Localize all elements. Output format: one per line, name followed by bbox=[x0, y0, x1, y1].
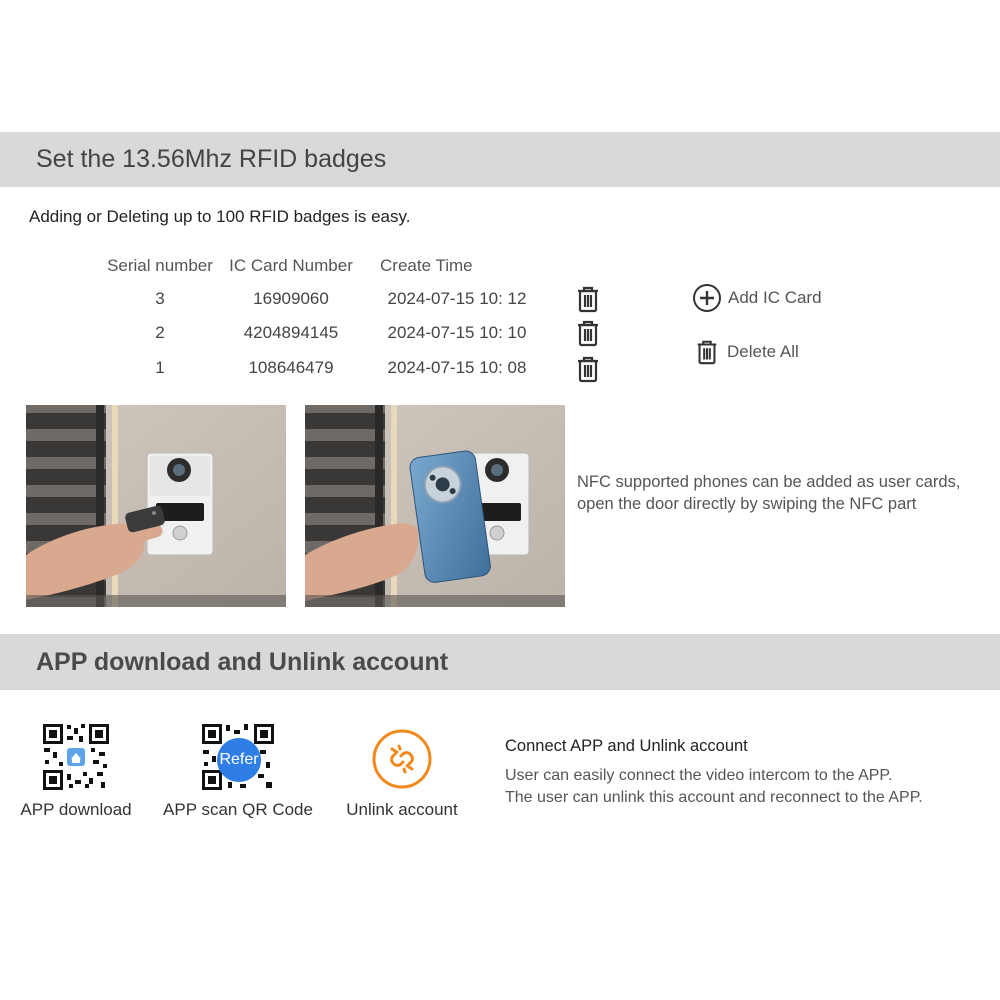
add-ic-card-button[interactable] bbox=[692, 283, 822, 313]
nfc-description-line1: NFC supported phones can be added as user cards, bbox=[577, 473, 961, 491]
delete-all-button[interactable] bbox=[693, 338, 799, 366]
section-title-app: APP download and Unlink account bbox=[36, 647, 449, 676]
add-ic-card-label: Add IC Card bbox=[728, 288, 822, 307]
refer-badge-label: Refer bbox=[219, 751, 259, 768]
rfid-intro-text: Adding or Deleting up to 100 RFID badges is easy. bbox=[29, 207, 411, 226]
trash-icon[interactable] bbox=[573, 318, 603, 348]
row-serial: 3 bbox=[155, 289, 165, 308]
row-serial: 1 bbox=[155, 358, 165, 377]
row-create-time: 2024-07-15 10: 10 bbox=[387, 323, 527, 342]
qr-code-icon[interactable] bbox=[41, 722, 111, 792]
header-serial-number: Serial number bbox=[107, 256, 213, 275]
connect-description-line2: The user can unlink this account and reconnect to the APP. bbox=[505, 789, 923, 806]
section-title-rfid: Set the 13.56Mhz RFID badges bbox=[36, 145, 387, 173]
row-create-time: 2024-07-15 10: 08 bbox=[387, 358, 527, 377]
header-create-time: Create Time bbox=[380, 256, 473, 275]
connect-title: Connect APP and Unlink account bbox=[505, 737, 748, 755]
nfc-description-line2: open the door directly by swiping the NFC part bbox=[577, 495, 917, 513]
header-ic-card-number: IC Card Number bbox=[229, 256, 353, 275]
photo-nfc-phone bbox=[305, 405, 565, 607]
section-header-rfid bbox=[0, 132, 1000, 187]
section-header-app bbox=[0, 634, 1000, 690]
plus-circle-icon bbox=[692, 283, 722, 313]
nfc-description bbox=[577, 471, 987, 515]
connect-description bbox=[505, 765, 923, 809]
row-serial: 2 bbox=[155, 323, 165, 342]
photo-card-swipe bbox=[26, 405, 286, 607]
app-scan-label: APP scan QR Code bbox=[163, 800, 313, 819]
delete-all-label: Delete All bbox=[727, 342, 799, 361]
unlink-account-item bbox=[336, 728, 468, 820]
row-card-number: 108646479 bbox=[248, 358, 334, 377]
app-scan-item bbox=[158, 722, 318, 820]
connect-description-line1: User can easily connect the video intercom to the APP. bbox=[505, 767, 893, 784]
row-card-number: 4204894145 bbox=[243, 323, 339, 342]
doorbell-device bbox=[147, 453, 213, 555]
app-download-item bbox=[16, 722, 136, 820]
row-card-number: 16909060 bbox=[253, 289, 329, 308]
row-create-time: 2024-07-15 10: 12 bbox=[387, 289, 527, 308]
unlink-account-label: Unlink account bbox=[346, 800, 458, 819]
unlink-icon[interactable] bbox=[371, 728, 433, 790]
trash-icon bbox=[693, 338, 721, 366]
refer-badge bbox=[217, 738, 261, 782]
trash-icon[interactable] bbox=[573, 354, 603, 384]
trash-icon[interactable] bbox=[573, 284, 603, 314]
app-download-label: APP download bbox=[20, 800, 132, 819]
